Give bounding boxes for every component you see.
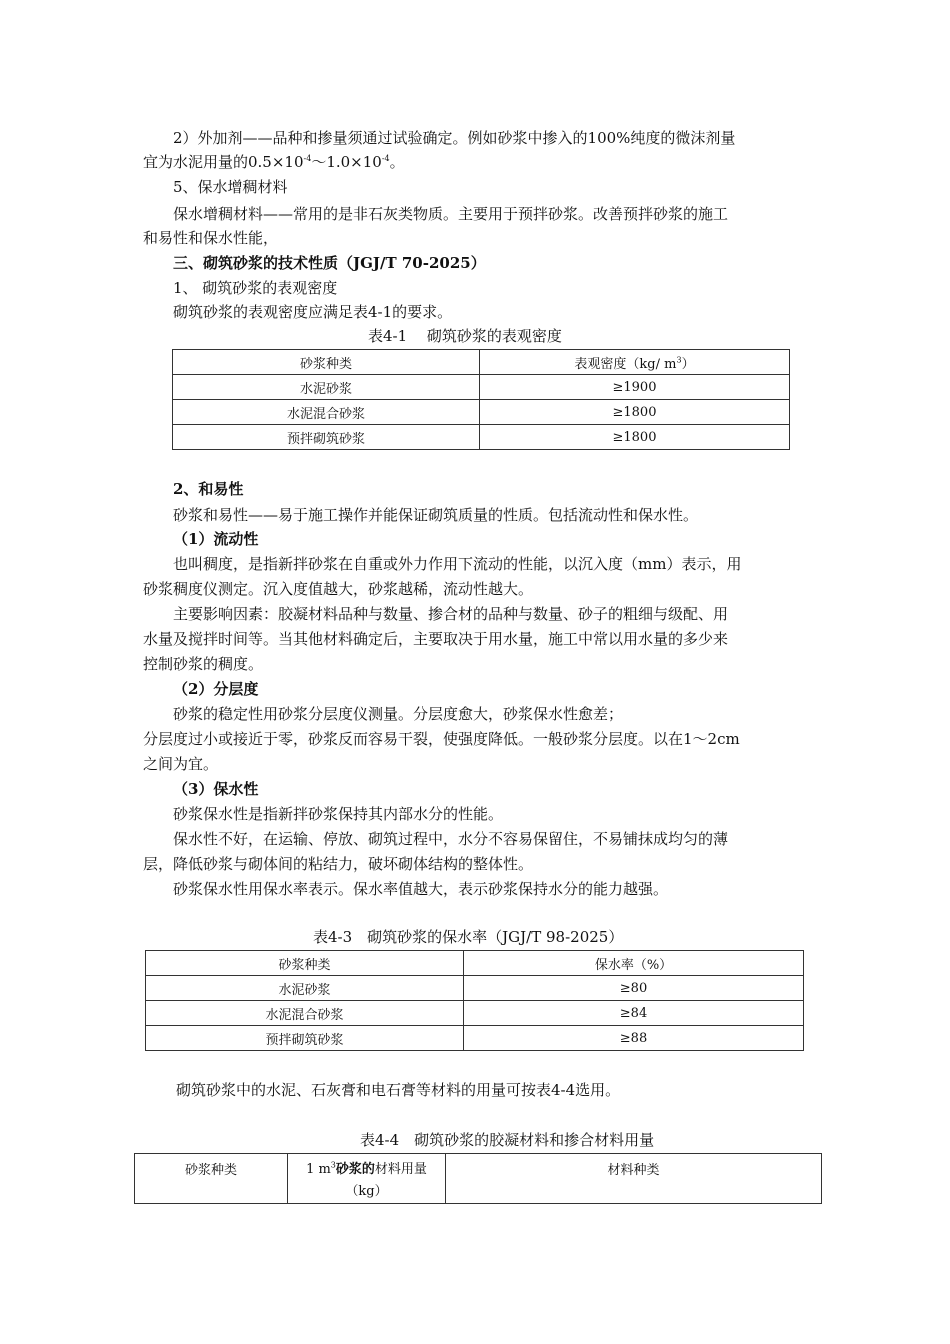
retention-line-1: 砂浆保水性是指新拌砂浆保持其内部水分的性能。	[173, 805, 504, 823]
stratification-line-2: 分层度过小或接近于零，砂浆反而容易干裂，使强度降低。一般砂浆分层度。以在1～2cm	[143, 730, 740, 748]
subheading-fluidity: （1）流动性	[173, 530, 259, 548]
table-4-3-caption: 表4-3 砌筑砂浆的保水率（JGJ/T 98-2025）	[313, 928, 624, 946]
fluidity-line-4: 水量及搅拌时间等。当其他材料确定后，主要取决于用水量，施工中常以用水量的多少来	[143, 630, 729, 648]
subheading-stratification: （2）分层度	[173, 680, 259, 698]
fluidity-line-3: 主要影响因素：胶凝材料品种与数量、掺合材的品种与数量、砂子的粗细与级配、用	[173, 605, 729, 623]
retention-line-4: 砂浆保水性用保水率表示。保水率值越大，表示砂浆保持水分的能力越强。	[173, 880, 669, 898]
usage-text: 砌筑砂浆中的水泥、石灰膏和电石膏等材料的用量可按表4-4选用。	[176, 1081, 621, 1099]
fluidity-line-1: 也叫稠度，是指新拌砂浆在自重或外力作用下流动的性能，以沉入度（mm）表示，用	[173, 555, 742, 573]
fluidity-line-5: 控制砂浆的稠度。	[143, 655, 264, 673]
table-row	[146, 1026, 804, 1051]
table-cell: 水泥混合砂浆	[173, 400, 480, 425]
table-cell: 预拌砌筑砂浆	[146, 1026, 464, 1051]
table-cell: ≥84	[464, 1001, 804, 1026]
header-cell: 1 $m^3$砂浆的材料用量 （kg）	[288, 1154, 446, 1204]
thickener-line-1: 保水增稠材料——常用的是非石灰类物质。主要用于预拌砂浆。改善预拌砂浆的施工	[173, 205, 729, 223]
header-cell: 砂浆种类	[173, 350, 480, 375]
table-4-4-caption: 表4-4 砌筑砂浆的胶凝材料和掺合材料用量	[360, 1131, 655, 1149]
subheading-workability: 2、和易性	[173, 480, 244, 498]
table-4-1-caption: 表4-1 砌筑砂浆的表观密度	[368, 327, 562, 345]
table-4-4	[134, 1153, 822, 1204]
table-cell: 水泥混合砂浆	[146, 1001, 464, 1026]
table-4-3	[145, 950, 804, 1051]
table-header-row	[135, 1154, 822, 1204]
header-cell: 砂浆种类	[135, 1154, 288, 1204]
section-heading-3: 三、砌筑砂浆的技术性质（JGJ/T 70-2025）	[173, 254, 486, 272]
header-cell: 保水率（%）	[464, 951, 804, 976]
retention-line-2: 保水性不好，在运输、停放、砌筑过程中，水分不容易保留住，不易铺抹成均匀的薄	[173, 830, 729, 848]
table-header-row	[173, 350, 790, 375]
thickener-line-2: 和易性和保水性能，	[143, 229, 279, 247]
table-cell: ≥1800	[480, 400, 790, 425]
retention-line-3: 层，降低砂浆与砌体间的粘结力，破坏砌体结构的整体性。	[143, 855, 534, 873]
table-cell: ≥1800	[480, 425, 790, 450]
header-cell: 表观密度（kg/ $m^3$）	[480, 350, 790, 375]
table-cell: 水泥砂浆	[173, 375, 480, 400]
admixture-line-1: 2）外加剂——品种和掺量须通过试验确定。例如砂浆中掺入的100%纯度的微沫剂量	[173, 129, 736, 147]
table-cell: ≥80	[464, 976, 804, 1001]
stratification-line-1: 砂浆的稳定性用砂浆分层度仪测量。分层度愈大，砂浆保水性愈差；	[173, 705, 624, 723]
fluidity-line-2: 砂浆稠度仪测定。沉入度值越大，砂浆越稀，流动性越大。	[143, 580, 534, 598]
subheading-water-retention: （3）保水性	[173, 780, 259, 798]
table-cell: 水泥砂浆	[146, 976, 464, 1001]
stratification-line-3: 之间为宜。	[143, 755, 219, 773]
table-cell: ≥1900	[480, 375, 790, 400]
table-row	[173, 400, 790, 425]
subheading-density: 1、 砌筑砂浆的表观密度	[173, 279, 338, 297]
table-cell: ≥88	[464, 1026, 804, 1051]
table-4-1	[172, 349, 790, 450]
heading-thickener: 5、保水增稠材料	[173, 178, 288, 196]
table-row	[173, 375, 790, 400]
header-cell: 材料种类	[446, 1154, 822, 1204]
table-header-row	[146, 951, 804, 976]
header-cell: 砂浆种类	[146, 951, 464, 976]
table-cell: 预拌砌筑砂浆	[173, 425, 480, 450]
admixture-line-2: 宜为水泥用量的$0.5\times 10^{-4}\sim 1.0\times 10^{-4}$。	[143, 153, 405, 171]
workability-text: 砂浆和易性——易于施工操作并能保证砌筑质量的性质。包括流动性和保水性。	[173, 506, 699, 524]
table-row	[146, 1001, 804, 1026]
table-row	[173, 425, 790, 450]
density-text: 砌筑砂浆的表观密度应满足表4-1的要求。	[173, 303, 453, 321]
table-row	[146, 976, 804, 1001]
